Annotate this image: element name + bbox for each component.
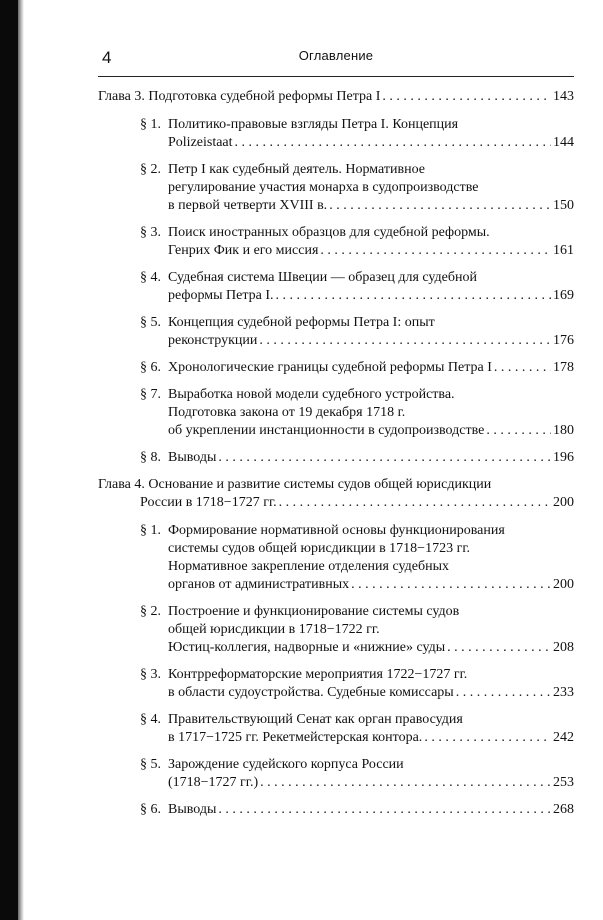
header-rule bbox=[98, 76, 574, 77]
table-of-contents bbox=[98, 88, 574, 828]
dot-leader bbox=[276, 287, 552, 305]
dot-leader bbox=[235, 134, 551, 152]
entry-title-line: реконструкции bbox=[168, 333, 258, 348]
page-ref: 242 bbox=[553, 730, 574, 745]
toc-section-entry bbox=[140, 224, 574, 260]
entry-title-line: Зарождение судейского корпуса России bbox=[168, 757, 404, 772]
entry-title bbox=[168, 522, 574, 594]
entry-title-line: в 1717−1725 гг. Рекетмейстерская контора. bbox=[168, 730, 423, 745]
entry-title-line: Политико-правовые взгляды Петра I. Концепция bbox=[168, 117, 459, 132]
section-number: § 6. bbox=[140, 802, 161, 817]
entry-title-line: регулирование участия монарха в судопроизводстве bbox=[168, 180, 479, 195]
toc-section-entry bbox=[140, 522, 574, 594]
entry-last-line bbox=[168, 134, 574, 152]
entry-title-line: Нормативное закрепление отделения судебных bbox=[168, 559, 449, 574]
entry-last-line bbox=[168, 359, 574, 377]
page-ref: 161 bbox=[553, 243, 574, 258]
dot-leader bbox=[329, 197, 551, 215]
section-number: § 2. bbox=[140, 604, 161, 619]
page-number: 4 bbox=[102, 48, 112, 67]
entry-title-line: (1718−1727 гг.) bbox=[168, 775, 259, 790]
entry-title-line: в первой четверти XVIII в. bbox=[168, 198, 328, 213]
entry-last-line bbox=[168, 332, 574, 350]
entry-title bbox=[168, 666, 574, 702]
entry-title bbox=[168, 711, 574, 747]
entry-title-line: Выработка новой модели судебного устройства. bbox=[168, 387, 455, 402]
section-number: § 2. bbox=[140, 162, 161, 177]
entry-title-line: Генрих Фик и его миссия bbox=[168, 243, 319, 258]
toc-section-entry bbox=[140, 269, 574, 305]
entry-title bbox=[168, 801, 574, 819]
entry-title bbox=[98, 476, 574, 512]
entry-last-line bbox=[168, 422, 574, 440]
toc-section-entry bbox=[140, 711, 574, 747]
section-number: § 5. bbox=[140, 315, 161, 330]
section-number: § 8. bbox=[140, 450, 161, 465]
entry-title bbox=[168, 603, 574, 657]
dot-leader bbox=[494, 359, 551, 377]
entry-title-line: органов от административных bbox=[168, 577, 350, 592]
entry-title-line: Глава 3. Подготовка судебной реформы Петра I bbox=[98, 89, 381, 104]
entry-title bbox=[168, 224, 574, 260]
dot-leader bbox=[218, 449, 551, 467]
toc-section-entry bbox=[140, 801, 574, 819]
toc-section-entry bbox=[140, 314, 574, 350]
toc-section-entry bbox=[140, 603, 574, 657]
page-ref: 233 bbox=[553, 685, 574, 700]
entry-last-line bbox=[168, 684, 574, 702]
page-header bbox=[98, 42, 574, 72]
entry-last-line bbox=[98, 494, 574, 512]
page-ref: 150 bbox=[553, 198, 574, 213]
book-gutter bbox=[18, 0, 24, 920]
entry-title-line: Юстиц-коллегия, надворные и «нижние» суды bbox=[168, 640, 446, 655]
entry-title bbox=[98, 88, 574, 106]
entry-title-line: Хронологические границы судебной реформы Петра I bbox=[168, 360, 492, 375]
page-ref: 178 bbox=[553, 360, 574, 375]
dot-leader bbox=[382, 88, 551, 106]
entry-title bbox=[168, 269, 574, 305]
entry-title-line: Поиск иностранных образцов для судебной реформы. bbox=[168, 225, 490, 240]
entry-title-line: России в 1718−1727 гг. bbox=[140, 495, 277, 510]
page-ref: 176 bbox=[553, 333, 574, 348]
entry-last-line bbox=[168, 729, 574, 747]
entry-title-line: Выводы bbox=[168, 450, 217, 465]
section-number: § 4. bbox=[140, 712, 161, 727]
page-ref: 200 bbox=[553, 495, 574, 510]
page-ref: 144 bbox=[553, 135, 574, 150]
entry-title bbox=[168, 756, 574, 792]
entry-title-line: об укреплении инстанционности в судопроизводстве bbox=[168, 423, 485, 438]
section-number: § 3. bbox=[140, 225, 161, 240]
toc-section-entry bbox=[140, 666, 574, 702]
dot-leader bbox=[456, 684, 551, 702]
entry-last-line bbox=[168, 449, 574, 467]
entry-last-line bbox=[168, 639, 574, 657]
section-number: § 1. bbox=[140, 523, 161, 538]
entry-title-line: системы судов общей юрисдикции в 1718−1723 гг. bbox=[168, 541, 470, 556]
entry-title-line: в области судоустройства. Судебные комиссары bbox=[168, 685, 454, 700]
page-ref: 268 bbox=[553, 802, 574, 817]
dot-leader bbox=[259, 332, 551, 350]
dot-leader bbox=[351, 576, 551, 594]
toc-chapter-entry bbox=[98, 476, 574, 512]
page-ref: 143 bbox=[553, 89, 574, 104]
running-title: Оглавление bbox=[298, 48, 374, 63]
dot-leader bbox=[447, 639, 551, 657]
dot-leader bbox=[218, 801, 551, 819]
toc-section-entry bbox=[140, 449, 574, 467]
dot-leader bbox=[279, 494, 551, 512]
entry-title-line: реформы Петра I. bbox=[168, 288, 274, 303]
entry-title-line: Петр I как судебный деятель. Нормативное bbox=[168, 162, 425, 177]
entry-last-line bbox=[168, 287, 574, 305]
toc-section-entry bbox=[140, 386, 574, 440]
entry-last-line bbox=[168, 801, 574, 819]
entry-title-line: Глава 4. Основание и развитие системы судов общей юрисдикции bbox=[98, 477, 492, 492]
toc-section-entry bbox=[140, 756, 574, 792]
dot-leader bbox=[486, 422, 551, 440]
toc-section-entry bbox=[140, 161, 574, 215]
entry-title bbox=[168, 161, 574, 215]
entry-title-line: Подготовка закона от 19 декабря 1718 г. bbox=[168, 405, 406, 420]
entry-title-line: Контрреформаторские мероприятия 1722−1727 гг. bbox=[168, 667, 468, 682]
entry-title-line: Формирование нормативной основы функционирования bbox=[168, 523, 505, 538]
dot-leader bbox=[260, 774, 551, 792]
entry-title bbox=[168, 449, 574, 467]
dot-leader bbox=[424, 729, 551, 747]
page-ref: 169 bbox=[553, 288, 574, 303]
toc-chapter-entry bbox=[98, 88, 574, 106]
entry-title-line: Polizeistaat bbox=[168, 135, 233, 150]
entry-title bbox=[168, 359, 574, 377]
entry-title-line: Концепция судебной реформы Петра I: опыт bbox=[168, 315, 435, 330]
section-number: § 3. bbox=[140, 667, 161, 682]
page-ref: 180 bbox=[553, 423, 574, 438]
entry-title-line: общей юрисдикции в 1718−1722 гг. bbox=[168, 622, 380, 637]
page-ref: 200 bbox=[553, 577, 574, 592]
entry-title bbox=[168, 386, 574, 440]
entry-last-line bbox=[168, 774, 574, 792]
page-ref: 253 bbox=[553, 775, 574, 790]
section-number: § 5. bbox=[140, 757, 161, 772]
page-ref: 196 bbox=[553, 450, 574, 465]
section-number: § 1. bbox=[140, 117, 161, 132]
entry-last-line bbox=[168, 242, 574, 260]
entry-title-line: Выводы bbox=[168, 802, 217, 817]
book-spine-shadow bbox=[0, 0, 18, 920]
entry-last-line bbox=[168, 576, 574, 594]
entry-title-line: Правительствующий Сенат как орган правосудия bbox=[168, 712, 463, 727]
section-number: § 7. bbox=[140, 387, 161, 402]
dot-leader bbox=[320, 242, 551, 260]
entry-last-line bbox=[168, 197, 574, 215]
toc-section-entry bbox=[140, 359, 574, 377]
toc-section-entry bbox=[140, 116, 574, 152]
section-number: § 6. bbox=[140, 360, 161, 375]
entry-last-line bbox=[98, 88, 574, 106]
entry-title-line: Построение и функционирование системы судов bbox=[168, 604, 460, 619]
entry-title-line: Судебная система Швеции — образец для судебной bbox=[168, 270, 477, 285]
page-ref: 208 bbox=[553, 640, 574, 655]
entry-title bbox=[168, 116, 574, 152]
entry-title bbox=[168, 314, 574, 350]
section-number: § 4. bbox=[140, 270, 161, 285]
